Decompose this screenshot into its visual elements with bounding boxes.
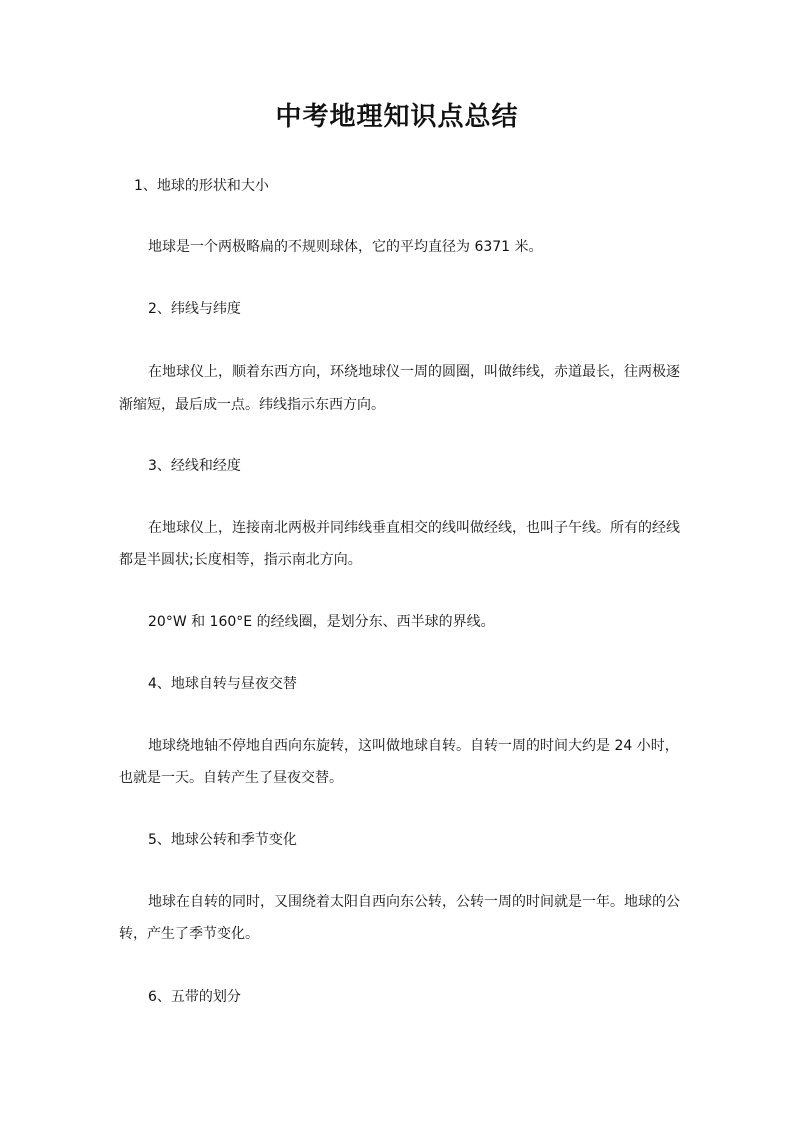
paragraph-line: 渐缩短，最后成一点。纬线指示东西方向。 [119, 397, 385, 413]
paragraph-line: 都是半圆状;长度相等，指示南北方向。 [119, 552, 362, 568]
section-heading-4: 4、地球自转与昼夜交替 [148, 676, 297, 692]
paragraph-line: 地球在自转的同时，又围绕着太阳自西向东公转，公转一周的时间就是一年。地球的公 [148, 894, 680, 910]
section-heading-3: 3、经线和经度 [148, 458, 241, 474]
paragraph-line: 地球是一个两极略扁的不规则球体，它的平均直径为 6371 米。 [148, 239, 543, 255]
section-heading-5: 5、地球公转和季节变化 [148, 832, 297, 848]
paragraph-line: 转，产生了季节变化。 [119, 926, 259, 942]
section-heading-6: 6、五带的划分 [148, 989, 241, 1005]
paragraph-line: 20°W 和 160°E 的经线圈，是划分东、西半球的界线。 [148, 614, 495, 630]
paragraph-line: 地球绕地轴不停地自西向东旋转，这叫做地球自转。自转一周的时间大约是 24 小时， [148, 738, 679, 754]
paragraph-line: 也就是一天。自转产生了昼夜交替。 [119, 770, 343, 786]
section-heading-2: 2、纬线与纬度 [148, 301, 241, 317]
section-heading-1: 1、地球的形状和大小 [134, 178, 269, 194]
paragraph-line: 在地球仪上，顺着东西方向，环绕地球仪一周的圆圈，叫做纬线，赤道最长，往两极逐 [148, 364, 680, 380]
paragraph-line: 在地球仪上，连接南北两极并同纬线垂直相交的线叫做经线，也叫子午线。所有的经线 [148, 520, 680, 536]
document-title: 中考地理知识点总结 [275, 102, 519, 132]
